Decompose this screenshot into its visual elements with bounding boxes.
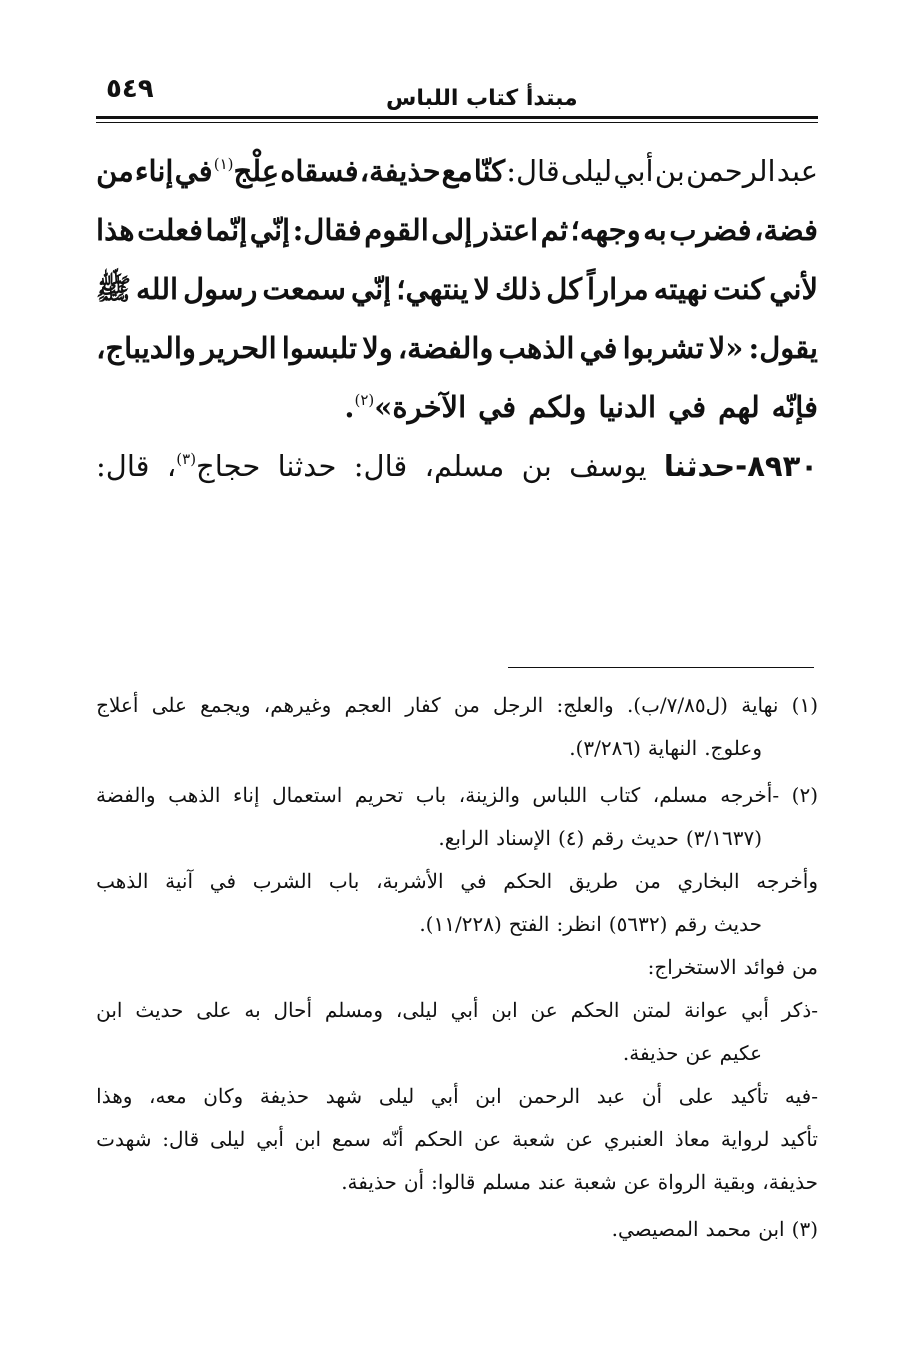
word: ابن bbox=[758, 1217, 785, 1241]
word: ابن bbox=[475, 1084, 502, 1108]
footnote-line bbox=[96, 684, 818, 727]
word: استعمال bbox=[272, 783, 343, 807]
running-head bbox=[96, 70, 818, 112]
word: -حدثنا bbox=[663, 449, 748, 483]
word: تحريم bbox=[354, 783, 404, 807]
word: به bbox=[643, 213, 667, 247]
word: سمعت bbox=[262, 272, 346, 306]
word: حديث bbox=[713, 912, 762, 936]
word: تأكيد bbox=[780, 1127, 818, 1151]
text-line bbox=[96, 260, 818, 319]
word: فسقاه bbox=[280, 154, 359, 188]
word: المصيصي. bbox=[611, 1217, 699, 1241]
word: الله bbox=[136, 272, 179, 306]
word: محمد bbox=[705, 1217, 752, 1241]
word: تلبسوا bbox=[281, 331, 358, 365]
word: ذلك bbox=[495, 272, 542, 306]
word: ولا bbox=[362, 331, 393, 365]
word: الرحمن bbox=[518, 1084, 581, 1108]
word: (١) bbox=[791, 693, 818, 717]
word: وهذا bbox=[96, 1084, 133, 1108]
footnote-line bbox=[96, 1118, 818, 1161]
text-line bbox=[96, 201, 818, 260]
word: -فيه bbox=[784, 1084, 818, 1108]
word: الشرب bbox=[252, 869, 313, 893]
word: باب bbox=[415, 783, 447, 807]
word: في bbox=[209, 869, 237, 893]
hadith-number bbox=[664, 437, 818, 496]
word: يقول: bbox=[748, 331, 818, 365]
footnote-line bbox=[96, 1032, 818, 1075]
word: (٣) bbox=[791, 1217, 818, 1241]
word: في bbox=[460, 869, 487, 893]
word: سمع bbox=[331, 1127, 371, 1151]
word: رقم bbox=[674, 912, 707, 936]
word: الرواة bbox=[657, 1170, 707, 1194]
word: الذهب bbox=[498, 331, 575, 365]
footnote-line bbox=[96, 817, 818, 860]
word: في bbox=[668, 390, 707, 424]
word: حذيفة. bbox=[341, 1170, 397, 1194]
word: من bbox=[634, 869, 661, 893]
word: ويجمع bbox=[200, 693, 251, 717]
word: الرحمن bbox=[685, 154, 776, 188]
word: في bbox=[174, 154, 213, 188]
word: أبي bbox=[256, 1127, 284, 1151]
word: مسلم، bbox=[652, 783, 708, 807]
word-with-footnote-ref bbox=[344, 378, 466, 437]
word: تشربوا bbox=[622, 331, 704, 365]
salutation-glyph: ﷺ bbox=[96, 272, 132, 306]
word: ليلى bbox=[209, 1127, 246, 1151]
footnote-ref: (١) bbox=[213, 155, 234, 173]
word: عبد bbox=[776, 154, 818, 188]
text-line bbox=[96, 319, 818, 378]
word: ومسلم bbox=[324, 998, 384, 1022]
word: الحرير bbox=[201, 331, 277, 365]
number: ٨٩٣٠ bbox=[747, 449, 818, 483]
word: -أخرجه bbox=[720, 783, 780, 807]
word: حديث bbox=[135, 998, 184, 1022]
footnote-line bbox=[96, 860, 818, 903]
word: كل bbox=[546, 272, 583, 306]
word: شعبة bbox=[573, 1170, 617, 1194]
footnote-line bbox=[96, 1075, 818, 1118]
word: أبي bbox=[430, 1084, 459, 1108]
word: قال: bbox=[353, 449, 408, 483]
word: ابن bbox=[294, 1127, 322, 1151]
word: كتاب bbox=[599, 783, 641, 807]
word: وغيرهم، bbox=[263, 693, 332, 717]
word: قال: bbox=[162, 1127, 200, 1151]
word: على bbox=[196, 998, 232, 1022]
word: العجم bbox=[344, 693, 392, 717]
word: القوم bbox=[364, 213, 429, 247]
book-page bbox=[96, 70, 818, 1241]
word: من bbox=[96, 154, 134, 188]
word: حذيفة. bbox=[622, 1041, 679, 1065]
word: بن bbox=[521, 449, 552, 483]
footnote-line bbox=[96, 727, 818, 770]
word: «لا bbox=[708, 331, 744, 365]
word: والعلج: bbox=[556, 693, 614, 717]
footnote-line bbox=[96, 1161, 818, 1204]
word: والفضة، bbox=[397, 331, 494, 365]
word: على bbox=[678, 1084, 714, 1108]
footnote-line bbox=[96, 1208, 818, 1251]
word: والديباج، bbox=[96, 331, 196, 365]
word: أبي bbox=[613, 154, 654, 188]
word: أبي bbox=[450, 998, 479, 1022]
word: النهاية bbox=[647, 736, 698, 760]
word: إنّي bbox=[350, 272, 392, 306]
word: أحال bbox=[273, 998, 313, 1022]
word: لهم bbox=[718, 390, 760, 424]
word: حذيفة bbox=[259, 1084, 310, 1108]
comma: ، bbox=[166, 449, 177, 483]
word: مسلم، bbox=[424, 449, 505, 483]
header-rule bbox=[96, 116, 818, 119]
word: عبد bbox=[596, 1084, 626, 1108]
word: عوانة bbox=[684, 998, 729, 1022]
word: معه، bbox=[149, 1084, 187, 1108]
word: عن bbox=[565, 1127, 594, 1151]
word: ليلى bbox=[560, 154, 613, 188]
word: عِلْج bbox=[233, 154, 280, 188]
word: إنّما bbox=[205, 213, 248, 247]
word: (٣/٢٨٦). bbox=[569, 736, 641, 760]
word: عن bbox=[530, 998, 558, 1022]
word: ينتهي؛ bbox=[396, 272, 469, 306]
word: الرجل bbox=[493, 693, 544, 717]
word: ثم bbox=[540, 213, 569, 247]
word: في bbox=[579, 331, 618, 365]
footnote-ref: (٢) bbox=[354, 391, 375, 409]
word: حذيفة، bbox=[762, 1170, 818, 1194]
word: فضة، bbox=[754, 213, 818, 247]
word: ليلى bbox=[378, 1084, 415, 1108]
word: لأني bbox=[769, 272, 818, 306]
word: الإسناد bbox=[496, 826, 551, 850]
word: على bbox=[151, 693, 187, 717]
word: حديث bbox=[630, 826, 679, 850]
word: نهاية bbox=[741, 693, 779, 717]
word: كفار bbox=[405, 693, 441, 717]
word: يوسف bbox=[569, 449, 647, 483]
word: من bbox=[792, 955, 818, 979]
word: والزينة، bbox=[458, 783, 520, 807]
word: (٥٦٣٢) bbox=[608, 912, 668, 936]
word: مراراً bbox=[587, 272, 649, 306]
full-stop: . bbox=[344, 390, 355, 424]
word: إناء bbox=[134, 154, 174, 188]
word: فوائد bbox=[743, 955, 786, 979]
footnote-line bbox=[96, 946, 818, 989]
word: إنّي bbox=[249, 213, 291, 247]
word: قال: bbox=[506, 154, 560, 188]
word: أعلاج bbox=[96, 693, 139, 717]
word: ليلى، bbox=[395, 998, 438, 1022]
word: عن bbox=[474, 1127, 502, 1151]
word: اللباس bbox=[532, 783, 588, 807]
word: إلى bbox=[431, 213, 473, 247]
word: فضرب bbox=[669, 213, 752, 247]
word: إناء bbox=[232, 783, 260, 807]
word: تأكيد bbox=[730, 1084, 769, 1108]
header-rule-thin bbox=[96, 122, 818, 123]
word: شعبة bbox=[511, 1127, 556, 1151]
word: لرواية bbox=[720, 1127, 770, 1151]
footnote-ref: (٣) bbox=[176, 450, 197, 468]
word: أبي bbox=[741, 998, 769, 1022]
word: (٢) bbox=[791, 783, 818, 807]
word: أنّه bbox=[381, 1127, 404, 1151]
word-with-footnote-ref bbox=[214, 142, 279, 201]
word: (٣/١٦٣٧) bbox=[685, 826, 762, 850]
word: وبقية bbox=[713, 1170, 756, 1194]
word: عن bbox=[623, 1170, 651, 1194]
word: الحكم bbox=[503, 869, 553, 893]
word: الذهب bbox=[168, 783, 221, 807]
word: قالوا: bbox=[431, 1170, 476, 1194]
word: (ل٧/٨٥/ب). bbox=[626, 693, 728, 717]
word: (١١/٢٢٨). bbox=[419, 912, 502, 936]
word: حذيفة، bbox=[359, 154, 441, 188]
word: مسلم bbox=[482, 1170, 531, 1194]
word: باب bbox=[328, 869, 360, 893]
word: الحكم bbox=[414, 1127, 464, 1151]
word: الذهب bbox=[96, 869, 149, 893]
word: من bbox=[453, 693, 480, 717]
word: فقال: bbox=[292, 213, 362, 247]
word: حجاج bbox=[196, 449, 261, 483]
text-line bbox=[96, 142, 818, 201]
word: البخاري bbox=[677, 869, 740, 893]
footnote-separator bbox=[508, 667, 814, 668]
word: وكان bbox=[203, 1084, 244, 1108]
word: هذا bbox=[96, 213, 135, 247]
running-title: مبتدأ كتاب اللباس bbox=[386, 86, 578, 111]
word: العنبري bbox=[603, 1127, 664, 1151]
word: الفتح bbox=[508, 912, 550, 936]
word: قال: bbox=[96, 449, 150, 483]
word: ابن bbox=[96, 998, 123, 1022]
word: عند bbox=[537, 1170, 567, 1194]
word: عكيم bbox=[719, 1041, 762, 1065]
word: وعلوج. bbox=[704, 736, 762, 760]
word: اعتذر bbox=[474, 213, 539, 247]
word: رسول bbox=[183, 272, 258, 306]
hadith-line bbox=[96, 437, 818, 496]
word: -ذكر bbox=[781, 998, 818, 1022]
word: نهيته bbox=[653, 272, 709, 306]
word: (٤) bbox=[557, 826, 585, 850]
footnote-line bbox=[96, 903, 818, 946]
word: فإنّه bbox=[771, 390, 818, 424]
page-number: ٥٤٩ bbox=[106, 74, 154, 104]
word: ولكم bbox=[528, 390, 587, 424]
footnotes bbox=[96, 684, 818, 1251]
footnote-line bbox=[96, 989, 818, 1032]
word: رقم bbox=[591, 826, 624, 850]
word: ابن bbox=[491, 998, 518, 1022]
word: وأخرجه bbox=[756, 869, 818, 893]
word: الأشربة، bbox=[376, 869, 444, 893]
word: به bbox=[244, 998, 261, 1022]
word: الحكم bbox=[570, 998, 620, 1022]
word: الرابع. bbox=[438, 826, 490, 850]
word: والفضة bbox=[96, 783, 156, 807]
word: أن bbox=[641, 1084, 663, 1108]
word: معاذ bbox=[674, 1127, 711, 1151]
text-line bbox=[96, 378, 818, 437]
word: انظر: bbox=[556, 912, 602, 936]
word: حدثنا bbox=[277, 449, 337, 483]
word: طريق bbox=[568, 869, 619, 893]
word: لا bbox=[473, 272, 491, 306]
word: كنت bbox=[713, 272, 765, 306]
word: آنية bbox=[165, 869, 194, 893]
word: الآخرة» bbox=[374, 390, 467, 424]
word: بن bbox=[654, 154, 685, 188]
word: أن bbox=[403, 1170, 425, 1194]
word: شهدت bbox=[96, 1127, 152, 1151]
word: وجهه؛ bbox=[570, 213, 641, 247]
word: شهد bbox=[325, 1084, 363, 1108]
footnote-line bbox=[96, 774, 818, 817]
word: فعلت bbox=[137, 213, 204, 247]
word: الدنيا bbox=[598, 390, 657, 424]
word: مع bbox=[441, 154, 473, 188]
word: كنّا bbox=[473, 154, 506, 188]
main-text bbox=[96, 142, 818, 496]
word: في bbox=[478, 390, 517, 424]
word: الاستخراج: bbox=[647, 955, 737, 979]
word: لمتن bbox=[632, 998, 672, 1022]
word: عن bbox=[685, 1041, 713, 1065]
word-with-footnote-ref bbox=[167, 437, 260, 496]
